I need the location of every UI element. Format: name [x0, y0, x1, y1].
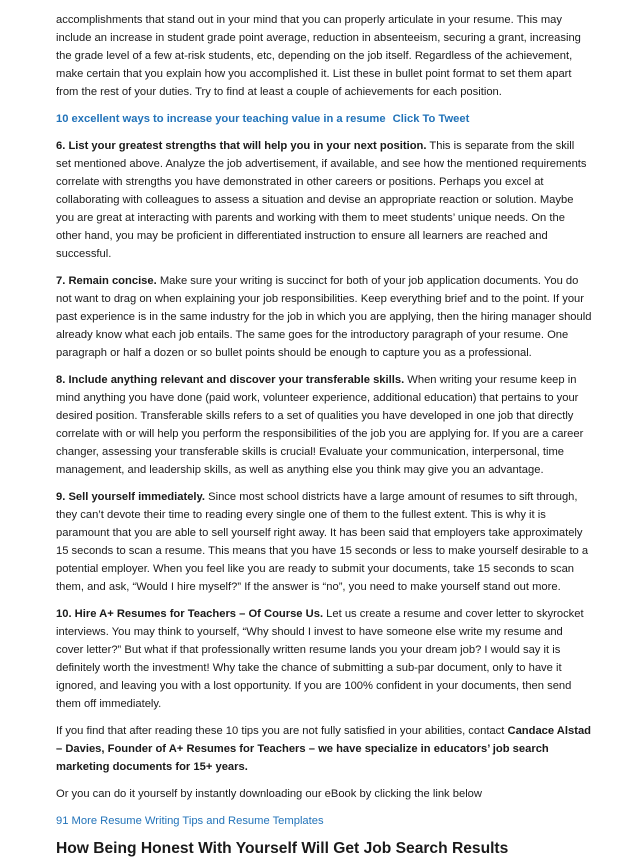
- click-to-tweet-link[interactable]: Click To Tweet: [392, 113, 470, 125]
- tip-8-paragraph: [56, 371, 592, 479]
- tip-10-paragraph: [56, 605, 592, 713]
- tip-6-paragraph: [56, 137, 592, 263]
- next-section-heading: How Being Honest With Yourself Will Get Job Search Results: [56, 840, 509, 857]
- ebook-link[interactable]: 91 More Resume Writing Tips and Resume Templates: [56, 815, 324, 827]
- tip-7-paragraph: [56, 272, 592, 362]
- intro-paragraph: accomplishments that stand out in your mind that you can properly articulate in your resume. This may include an increase in student grade point average, reduction in absenteeism, securing a grant, increasing the grade level of a few at-risk students, etc, depending on the job itself. Regardless of the achievement, make certain that you explain how you accomplished it. List these in bullet point format to set them apart from the rest of your duties. Try to find at least a couple of achievements for each position.: [56, 14, 581, 98]
- ebook-link-paragraph: [56, 812, 592, 830]
- tip-10-heading: 10. Hire A+ Resumes for Teachers – Of Course Us.: [56, 608, 324, 620]
- tip-8-body: When writing your resume keep in mind anything you have done (paid work, volunteer experience, additional education) that pertains to your desired position. Transferable skills refers to a set of qualities you have developed in one job that directly correlate with or will help you perform the responsibilities of the job you are applying for. If you are a career changer, assessing your transferable skills is crucial! Evaluate your communication, interpersonal, time management, and leadership skills, as well as anything else you think may give you an advantage.: [56, 374, 584, 476]
- tip-7-heading: 7. Remain concise.: [56, 275, 157, 287]
- closing-contact: Candace Alstad – Davies, Founder of A+ Resumes for Teachers – we have specialize in educators’ job search marketing documents for 15+ years.: [56, 725, 592, 773]
- tweet-quote[interactable]: 10 excellent ways to increase your teaching value in a resume: [56, 113, 386, 125]
- tip-6-heading: 6. List your greatest strengths that will help you in your next position.: [56, 140, 427, 152]
- click-to-tweet-box[interactable]: [56, 110, 592, 128]
- tip-6-body: This is separate from the skill set mentioned above. Analyze the job advertisement, if available, and see how the mentioned requirements correlate with strengths you have demonstrated in other careers or positions. Perhaps you excel at collaborating with colleagues to assess a situation and devise an appropriate reaction or solution. Maybe you are great at interacting with parents and working with them to meet students’ unique needs. On the other hand, you may be proficient in differentiated instruction to ensure all learners are reached and successful.: [56, 140, 587, 260]
- closing-text: If you find that after reading these 10 tips you are not fully satisfied in your abilities, contact: [56, 725, 508, 737]
- tip-8-heading: 8. Include anything relevant and discover your transferable skills.: [56, 374, 405, 386]
- tip-9-paragraph: [56, 488, 592, 596]
- tip-7-body: Make sure your writing is succinct for both of your job application documents. You do not want to drag on when explaining your job responsibilities. Keep everything brief and to the point. If your past experience is in the same industry for the job in which you are applying, then the hiring manager should already know what each job entails. The same goes for the introductory paragraph of your resume. One paragraph or half a dozen or so bullet points should be enough to capture you as a professional.: [56, 275, 592, 359]
- tip-9-body: Since most school districts have a large amount of resumes to sift through, they can’t devote their time to reading every single one of them to the fullest extent. This is why it is paramount that you are able to sell yourself right away. It has been said that employers take approximately 15 seconds to scan a resume. This means that you have 15 seconds or less to make yourself desirable to a potential employer. When you feel like you are ready to submit your documents, take 15 seconds to scan them, and ask, “Would I hire myself?” If the answer is “no”, you need to make yourself stand out more.: [56, 491, 589, 593]
- ebook-paragraph: Or you can do it yourself by instantly downloading our eBook by clicking the link below: [56, 788, 482, 800]
- tip-9-heading: 9. Sell yourself immediately.: [56, 491, 206, 503]
- tip-10-body: Let us create a resume and cover letter to skyrocket interviews. You may think to yourself, “Why should I invest to have someone else write my resume and cover letter?” But what if that professionally written resume lands you your dream job? I would say it is definitely worth the investment! Why take the chance of submitting a sub-par document, only to have it ignored, and leaving you with a lost opportunity. If you are 100% confident in your documents, then send them off immediately.: [56, 608, 584, 710]
- closing-paragraph: [56, 722, 592, 776]
